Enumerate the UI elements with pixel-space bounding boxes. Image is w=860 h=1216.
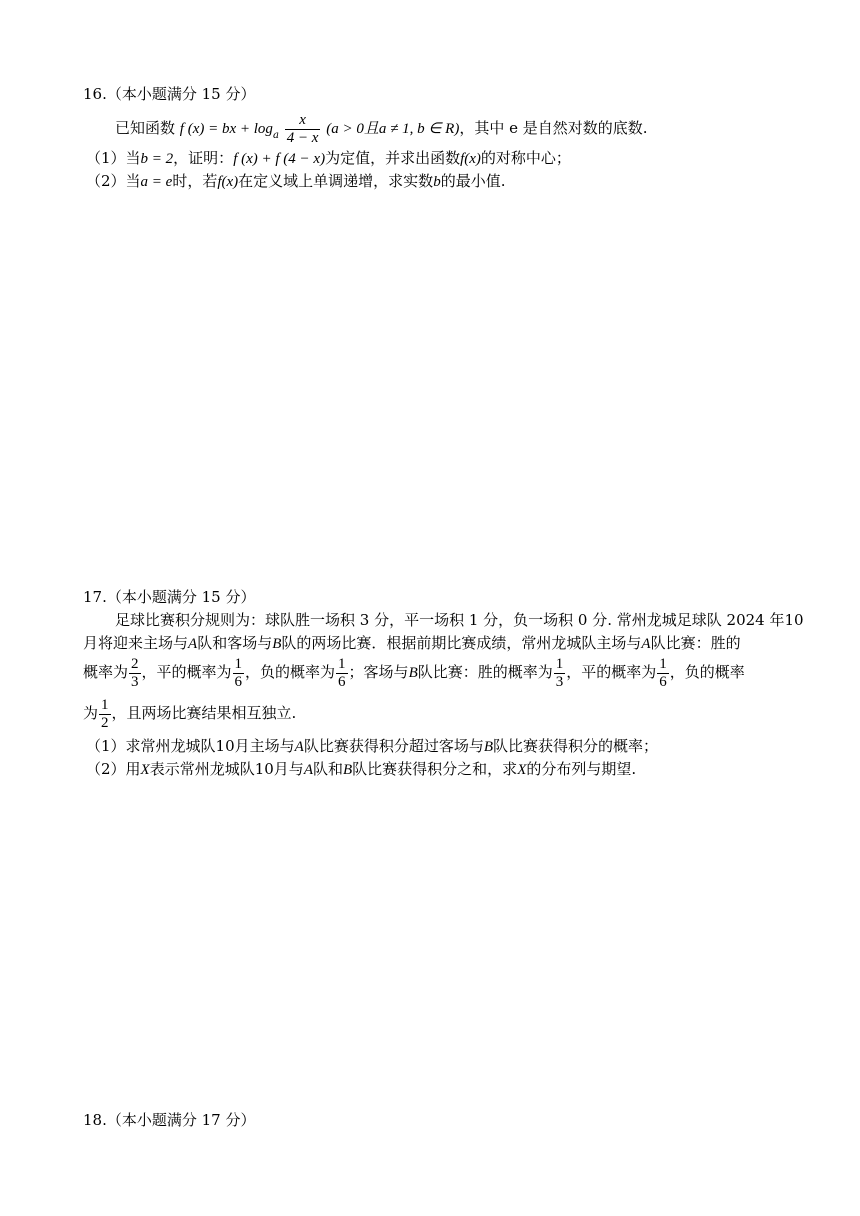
- q17-part2-text-e: 的分布列与期望.: [526, 760, 637, 778]
- q17-part2-var-x: X: [140, 762, 150, 778]
- q16-part1-text-a: （1）当: [86, 149, 141, 167]
- q17-away-win-frac: [554, 656, 566, 691]
- q16-part2-math-fx: f(x): [217, 174, 239, 190]
- q16-stem: [115, 110, 648, 146]
- q17-away-win-num: 1: [555, 655, 564, 672]
- q16-stem-suffix: ，其中 e 是自然对数的底数.: [459, 119, 648, 137]
- q17-away-loss-num: 1: [101, 696, 109, 713]
- q17-line3: [83, 652, 745, 692]
- q16-fraction-num: x: [285, 112, 321, 130]
- q17-home-loss-num: 1: [338, 655, 346, 672]
- q16-part2: [86, 170, 505, 193]
- q17-line2-text-d: 队比赛：胜的: [650, 634, 741, 652]
- q17-away-loss-den: 2: [101, 714, 109, 731]
- q16-fraction-den: 4 − x: [286, 129, 319, 146]
- q17-part1-text-b: 队比赛获得积分超过客场与: [303, 737, 484, 755]
- q16-part2-text-a: （2）当: [86, 172, 141, 190]
- q17-line3-text-g: ，负的概率: [669, 663, 745, 681]
- q16-part1-text-c: 为定值，并求出函数: [325, 149, 461, 167]
- q17-line3-text-d: ；客场与: [348, 663, 409, 681]
- q16-condition: (a > 0且a ≠ 1, b ∈ R): [326, 121, 460, 137]
- q16-stem-prefix: 已知函数: [115, 119, 176, 137]
- q16-function: f (x) = bx + log: [179, 121, 273, 137]
- q17-part1: [86, 735, 658, 758]
- q17-line3-text-f: ，平的概率为: [566, 663, 657, 681]
- q17-header: 17.（本小题满分 15 分）: [83, 588, 256, 606]
- q17-home-draw-den: 6: [234, 673, 243, 690]
- q16-part2-text-c: 在定义域上单调递增，求实数: [238, 172, 434, 190]
- q17-home-draw-num: 1: [234, 655, 243, 672]
- q16-part1-text-b: ，证明：: [173, 149, 234, 167]
- q17-home-draw-frac: [233, 656, 245, 691]
- q17-line2-text-c: 队的两场比赛．根据前期比赛成绩，常州龙城队主场与: [281, 634, 642, 652]
- q16-part1-math-b2: b = 2: [140, 151, 174, 167]
- q17-line2-team-b: B: [272, 636, 282, 652]
- q17-line2-team-a: A: [188, 636, 198, 652]
- q17-line3-text-b: ，平的概率为: [141, 663, 232, 681]
- q16-part1-math-sum: f (x) + f (4 − x): [233, 151, 326, 167]
- q17-part1-team-b: B: [483, 739, 493, 755]
- q17-part2-text-a: （2）用: [86, 760, 141, 778]
- q17-line2-text-a: 月将迎来主场与: [83, 634, 189, 652]
- q17-line3-text-c: ，负的概率为: [245, 663, 336, 681]
- q17-part1-text-c: 队比赛获得积分的概率；: [493, 737, 659, 755]
- q17-home-win-frac: [129, 656, 141, 691]
- q17-part2-var-x2: X: [517, 762, 527, 778]
- q17-home-loss-frac: [336, 656, 348, 691]
- q16-log-base: a: [272, 130, 279, 141]
- q17-line1: 足球比赛积分规则为：球队胜一场积 3 分，平一场积 1 分，负一场积 0 分. 常州龙城足球队 2024 年10: [115, 611, 804, 629]
- q17-line4-text-a: 为: [83, 704, 99, 722]
- q17-part2-team-a: A: [303, 762, 313, 778]
- q17-line3-text-a: 概率为: [83, 663, 129, 681]
- q16-part2-text-d: 的最小值.: [440, 172, 506, 190]
- q16-header: 16.（本小题满分 15 分）: [83, 85, 256, 103]
- q17-away-win-den: 3: [555, 673, 564, 690]
- q17-line2-text-b: 队和客场与: [197, 634, 273, 652]
- q17-part1-text-a: （1）求常州龙城队10月主场与: [86, 737, 295, 755]
- q17-line4-text-b: ，且两场比赛结果相互独立.: [111, 704, 297, 722]
- q16-part2-math-ae: a = e: [140, 174, 173, 190]
- q17-home-win-den: 3: [131, 673, 139, 690]
- q17-home-win-num: 2: [131, 655, 139, 672]
- q17-part2: [86, 758, 636, 781]
- q17-part2-text-d: 队比赛获得积分之和，求: [352, 760, 518, 778]
- q16-part1-text-d: 的对称中心；: [480, 149, 571, 167]
- q17-away-draw-den: 6: [659, 673, 667, 690]
- q17-line4: [83, 693, 296, 733]
- q16-part2-text-b: 时，若: [172, 172, 218, 190]
- q18-header: 18.（本小题满分 17 分）: [83, 1111, 256, 1129]
- q17-line3-team-b: B: [408, 665, 418, 681]
- q17-part1-team-a: A: [294, 739, 304, 755]
- q17-away-loss-frac: [99, 697, 111, 732]
- q16-part2-math-b: b: [433, 174, 441, 190]
- q17-part2-text-c: 队和: [312, 760, 343, 778]
- q16-part1-math-fx: f(x): [460, 151, 481, 167]
- q17-away-draw-num: 1: [659, 655, 667, 672]
- q17-home-loss-den: 6: [338, 673, 346, 690]
- q16-fraction: [285, 112, 321, 147]
- q17-part2-text-b: 表示常州龙城队10月与: [149, 760, 304, 778]
- q17-line2-team-a2: A: [641, 636, 651, 652]
- q16-part1: [86, 147, 571, 170]
- q17-line3-text-e: 队比赛：胜的概率为: [417, 663, 553, 681]
- q17-away-draw-frac: [657, 656, 669, 691]
- q17-part2-team-b: B: [343, 762, 353, 778]
